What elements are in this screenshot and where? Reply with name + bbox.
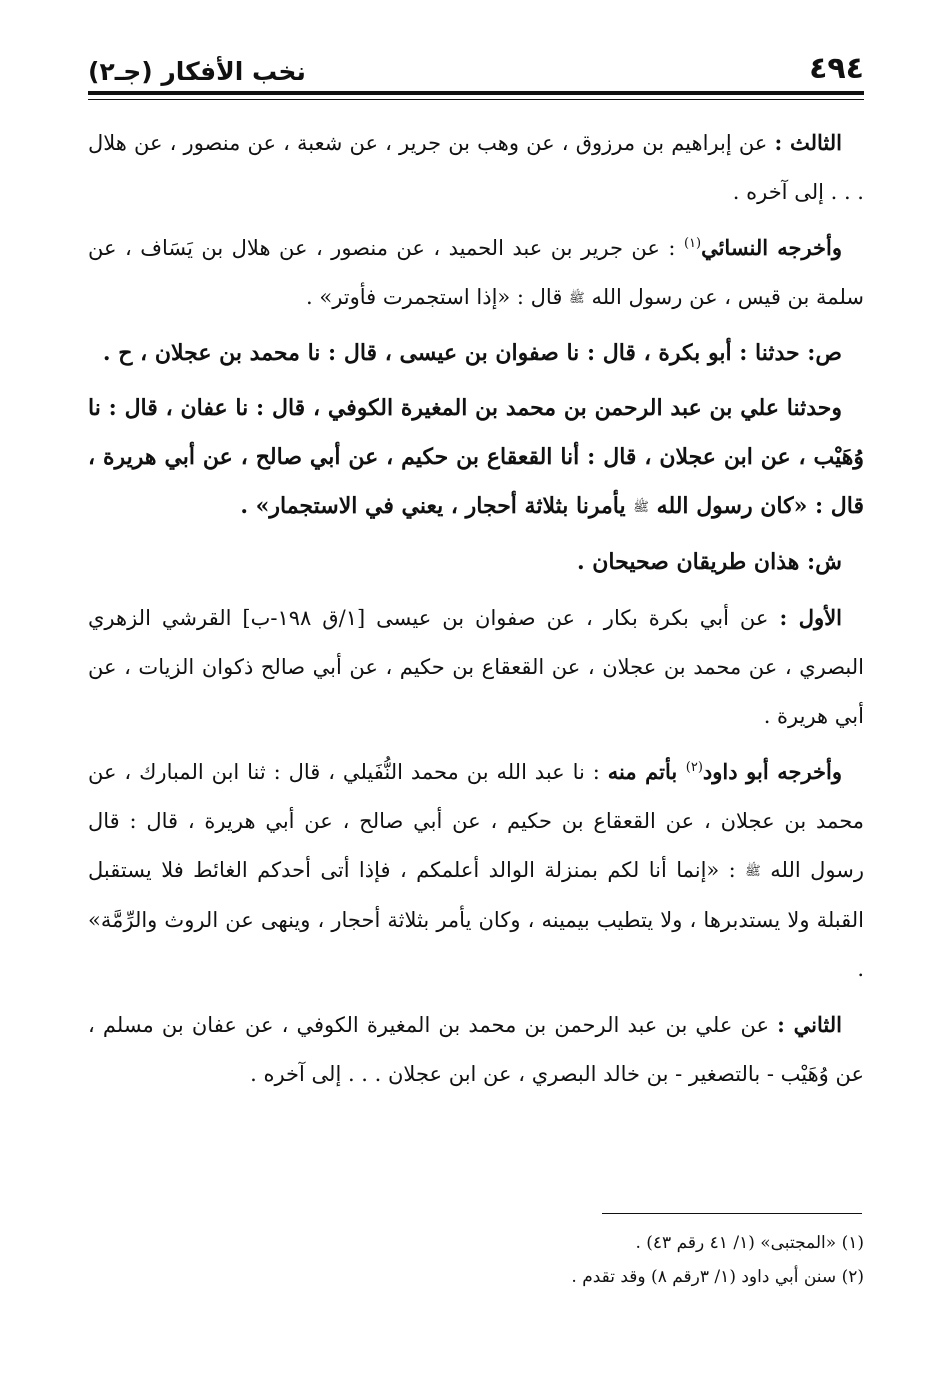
page-number: ٤٩٤ [809,51,864,86]
paragraph-text-cont: : «إنما أنا لكم بمنزلة الوالد أعلمكم ، فإذا أتى أحدكم الغائط فلا يستقبل القبلة ولا يستدبرها ، ولا يتطيب بيمينه ، وكان يأمر بثلاثة أحجار ، وينهى عن الروث والرِّمَّة» . [88,858,864,981]
paragraph-text-cont: قال : «إذا استجمرت فأوتر» . [306,285,570,309]
paragraph-second-isnad [88,384,864,532]
paragraph-abu-dawud [88,747,864,994]
paragraph-text-sad [88,329,864,378]
paragraph-lead: ص: [807,340,842,366]
paragraph-text: : نا عبد الله بن محمد النُّفَيلي ، قال : ثنا ابن المبارك ، عن محمد بن عجلان ، عن القعقاع بن حكيم ، عن أبي صالح ، عن أبي هريرة ، قال : قال رسول الله [88,760,864,882]
paragraph-bold-text: هذان طريقان صحيحان . [576,549,808,575]
paragraph-second-chain [88,1000,864,1099]
paragraph-bold-text: وحدثنا علي بن عبد الرحمن بن محمد بن المغيرة الكوفي ، قال : نا عفان ، قال : نا وُهَيْب ، عن ابن عجلان ، قال : أنا القعقاع بن حكيم ، عن أبي صالح ، عن أبي هريرة ، قال : «كان رسول الله [88,395,864,519]
paragraph-lead: وأخرجه النسائي [701,235,842,260]
paragraph-nasai [88,223,864,323]
paragraph-third-chain [88,118,864,217]
footnote-1: (١) «المجتبى» (١/ ٤١ رقم ٤٣) . [635,1233,864,1253]
paragraph-lead: وأخرجه أبو داود [702,759,843,784]
header-rule-thin [88,99,864,100]
paragraph-bold-text: حدثنا : أبو بكرة ، قال : نا صفوان بن عيسى ، قال : نا محمد بن عجلان ، ح . [102,340,808,366]
footnotes [88,1226,864,1294]
paragraph-bold-text-cont: يأمرنا بثلاثة أحجار ، يعني في الاستجمار» . [240,493,634,519]
honorific-glyph: ﷺ [745,864,761,879]
paragraph-lead: الثاني : [777,1012,842,1037]
paragraph-text: : عن جرير بن عبد الحميد ، عن منصور ، عن هلال بن يَسَاف ، عن سلمة بن قيس ، عن رسول الله [88,236,864,309]
running-title: نخب الأفكار (جـ٢) [88,57,306,86]
paragraph-first-chain [88,593,864,741]
header-rule [88,91,864,95]
honorific-glyph: ﷺ [569,291,585,306]
page-header [88,42,864,86]
paragraph-lead: ش: [807,549,842,575]
paragraph-text: عن علي بن عبد الرحمن بن محمد بن المغيرة الكوفي ، عن عفان بن مسلم ، عن وُهَيْب - بالتصغير - بن خالد البصري ، عن ابن عجلان . . . إلى آخره . [88,1013,864,1086]
paragraph-text: عن أبي بكرة بكار ، عن صفوان بن عيسى [١/ق ١٩٨-ب] القرشي الزهري البصري ، عن محمد بن عجلان ، عن القعقاع بن حكيم ، عن أبي صالح ذكوان الزيات ، عن أبي هريرة . [88,606,864,728]
honorific-glyph: ﷺ [633,500,649,515]
paragraph-sharh [88,538,864,587]
paragraph-text: عن إبراهيم بن مرزوق ، عن وهب بن جرير ، عن شعبة ، عن منصور ، عن هلال . . . إلى آخره . [88,131,864,204]
footnote-ref: (٢) [685,760,703,775]
paragraph-lead-cont: بأتم منه [607,759,686,784]
main-text [88,118,864,1105]
paragraph-lead: الأول : [779,605,843,630]
footnote-separator [602,1213,862,1214]
footnote-2: (٢) سنن أبي داود (١/ ٣رقم ٨) وقد تقدم . [571,1267,864,1287]
footnote-ref: (١) [683,236,702,251]
paragraph-lead: الثالث : [774,130,842,155]
